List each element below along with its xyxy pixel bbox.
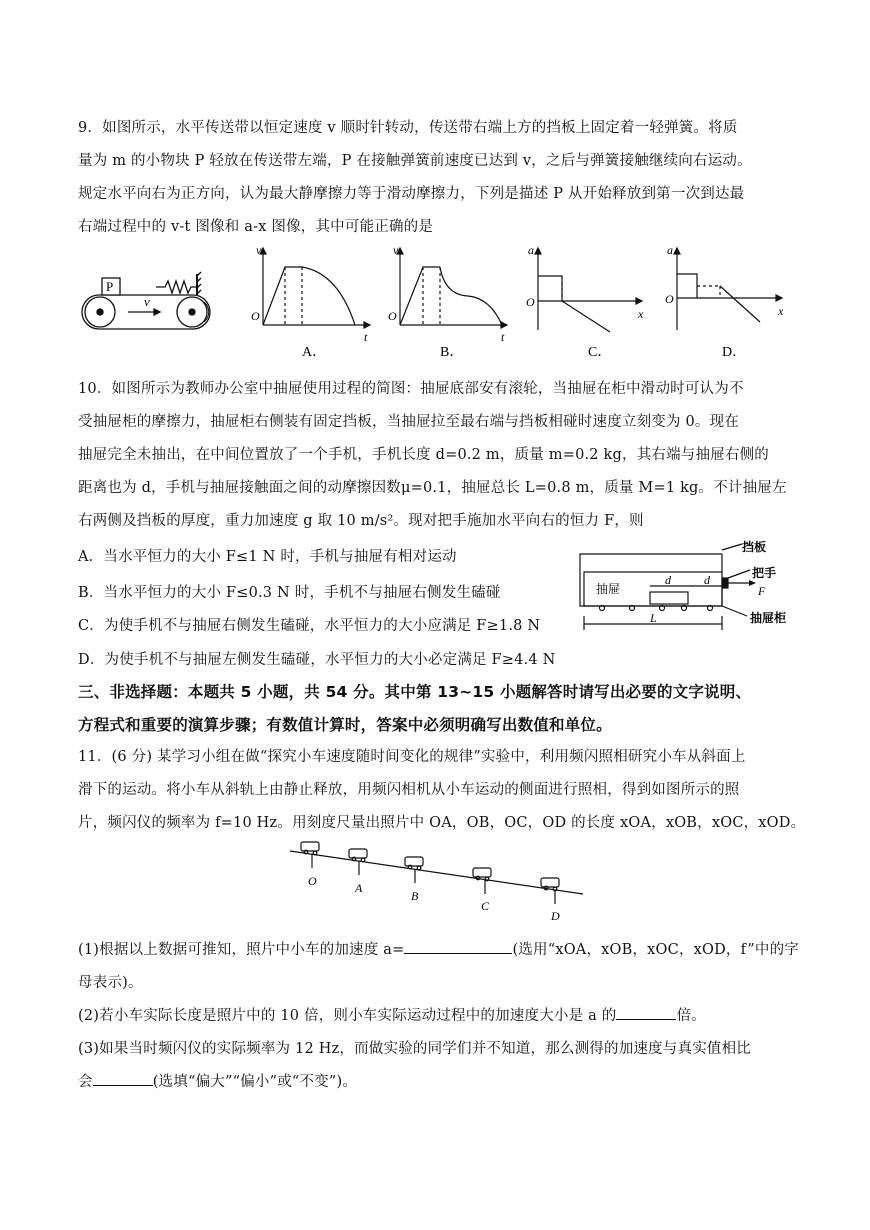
point-c: C [481,899,490,913]
graph-c-x-axis: x [638,307,644,321]
q11-sub3-line1: (3)如果当时频闪仪的实际频率为 12 Hz，而做实验的同学们并不知道，那么测得的加速度与真实值相比 [78,1041,751,1057]
belt-velocity-label: v [144,294,150,309]
point-d: D [551,909,560,923]
q11-sub1-answer-blank[interactable] [404,939,512,954]
graph-d-option[interactable]: D． [722,345,747,360]
phone-length-label: d [665,573,671,587]
q11-line-1: 11．(6 分) 某学习小组在做“探究小车速度随时间变化的规律”实验中，利用频闪照相研究小车从斜面上 [78,749,746,765]
graph-d-x-axis: x [778,304,784,318]
q9-line-4: 右端过程中的 v-t 图像和 a-x 图像，其中可能正确的是 [78,219,434,235]
graph-d-y-axis: a [667,243,673,257]
point-a: A [355,881,363,895]
q9-figures [70,240,800,370]
graph-c-option[interactable]: C． [588,345,612,360]
q9-line-2: 量为 m 的小物块 P 轻放在传送带左端，P 在接触弹簧前速度已达到 v，之后与弹簧接触继续向右运动。 [78,153,752,169]
q10-line-4: 距离也为 d，手机与抽屉接触面之间的动摩擦因数μ=0.1，抽屉总长 L=0.8 m，质量 M=1 kg。不计抽屉左 [78,480,787,496]
graph-b-x-axis: t [501,330,505,344]
q10-option-a[interactable]: A．当水平恒力的大小 F≤1 N 时，手机与抽屉有相对运动 [78,549,457,565]
drawer-diagram [572,540,797,636]
q11-sub3-answer-blank[interactable] [93,1071,153,1086]
incline-figure [285,838,595,923]
q9-line-3: 规定水平向右为正方向，认为最大静摩擦力等于滑动摩擦力，下列是描述 P 从开始释放到第一次到达最 [78,186,745,202]
graph-d-origin: O [665,292,674,306]
q11-sub2 [78,1004,706,1025]
block-p-label: P [106,279,114,294]
handle-label: 把手 [752,566,777,580]
q11-sub2-suffix: 倍。 [676,1008,706,1024]
graph-b-option[interactable]: B． [440,345,464,360]
graph-b-origin: O [388,309,397,323]
q11-sub3-suffix: (选填“偏大”“偏小”或“不变”)。 [152,1074,358,1090]
drawer-label: 抽屉 [596,582,621,596]
q11-line-3: 片，频闪仪的频率为 f=10 Hz。用刻度尺量出照片中 OA，OB，OC，OD 的长度 xOA，xOB，xOC，xOD。 [78,815,806,831]
force-label: F [758,584,766,598]
q10-option-c[interactable]: C．为使手机不与抽屉右侧发生磕碰，水平恒力的大小应满足 F≥1.8 N [78,618,541,634]
q10-line-5: 右两侧及挡板的厚度，重力加速度 g 取 10 m/s²。现对把手施加水平向右的恒力 F，则 [78,513,644,529]
q10-option-b[interactable]: B．当水平恒力的大小 F≤0.3 N 时，手机不与抽屉右侧发生磕碰 [78,585,501,601]
graph-a-origin: O [251,309,260,323]
cabinet-label: 抽屉柜 [750,611,787,625]
q11-line-2: 滑下的运动。将小车从斜轨上由静止释放，用频闪相机从小车运动的侧面进行照相，得到如图所示的照 [78,782,740,798]
q11-sub1-suffix: (选用“xOA，xOB，xOC，xOD，f”中的字 [512,942,799,958]
point-b: B [411,889,419,903]
graph-a-x-axis: t [364,330,368,344]
q11-sub3 [78,1070,357,1091]
point-o: O [308,874,317,888]
q11-sub2-answer-blank[interactable] [616,1005,676,1020]
q10-line-3: 抽屉完全未抽出，在中间位置放了一个手机，手机长度 d=0.2 m，质量 m=0.2 kg，其右端与抽屉右侧的 [78,447,770,463]
graph-c-origin: O [526,295,535,309]
q11-sub1 [78,938,799,959]
q11-sub3-prefix: 会 [78,1074,93,1090]
q9-line-1: 9．如图所示，水平传送带以恒定速度 v 顺时针转动，传送带右端上方的挡板上固定着一轻弹簧。将质 [78,120,738,136]
graph-c [535,248,642,332]
graph-a-option[interactable]: A． [302,345,327,360]
gap-length-label: d [704,573,710,587]
graph-a-y-axis: v [256,243,262,257]
graph-b-y-axis: v [393,243,399,257]
q11-sub1-prefix: (1)根据以上数据可推知，照片中小车的加速度 a= [78,942,405,958]
graph-d [674,248,782,330]
q10-line-2: 受抽屉柜的摩擦力，抽屉柜右侧装有固定挡板，当抽屉拉至最右端与挡板相碰时速度立刻变为 0。现在 [78,414,740,430]
q10-option-d[interactable]: D．为使手机不与抽屉左侧发生磕碰，水平恒力的大小必定满足 F≥4.4 N [78,652,556,668]
graph-b [397,248,507,328]
q10-line-1: 10．如图所示为教师办公室中抽屉使用过程的简图：抽屉底部安有滚轮，当抽屉在柜中滑动时可认为不 [78,381,744,397]
section3-heading-2: 方程式和重要的演算步骤；有数值计算时，答案中必须明确写出数值和单位。 [78,716,612,734]
section3-heading-1: 三、非选择题：本题共 5 小题，共 54 分。其中第 13~15 小题解答时请写出必要的文字说明、 [78,683,752,701]
q11-sub1-line2: 母表示)。 [78,975,143,991]
graph-a [260,248,370,328]
baffle-label: 挡板 [742,540,767,554]
drawer-length-label: L [650,611,657,625]
q11-sub2-prefix: (2)若小车实际长度是照片中的 10 倍，则小车实际运动过程中的加速度大小是 a 的 [78,1008,617,1024]
graph-c-y-axis: a [528,243,534,257]
